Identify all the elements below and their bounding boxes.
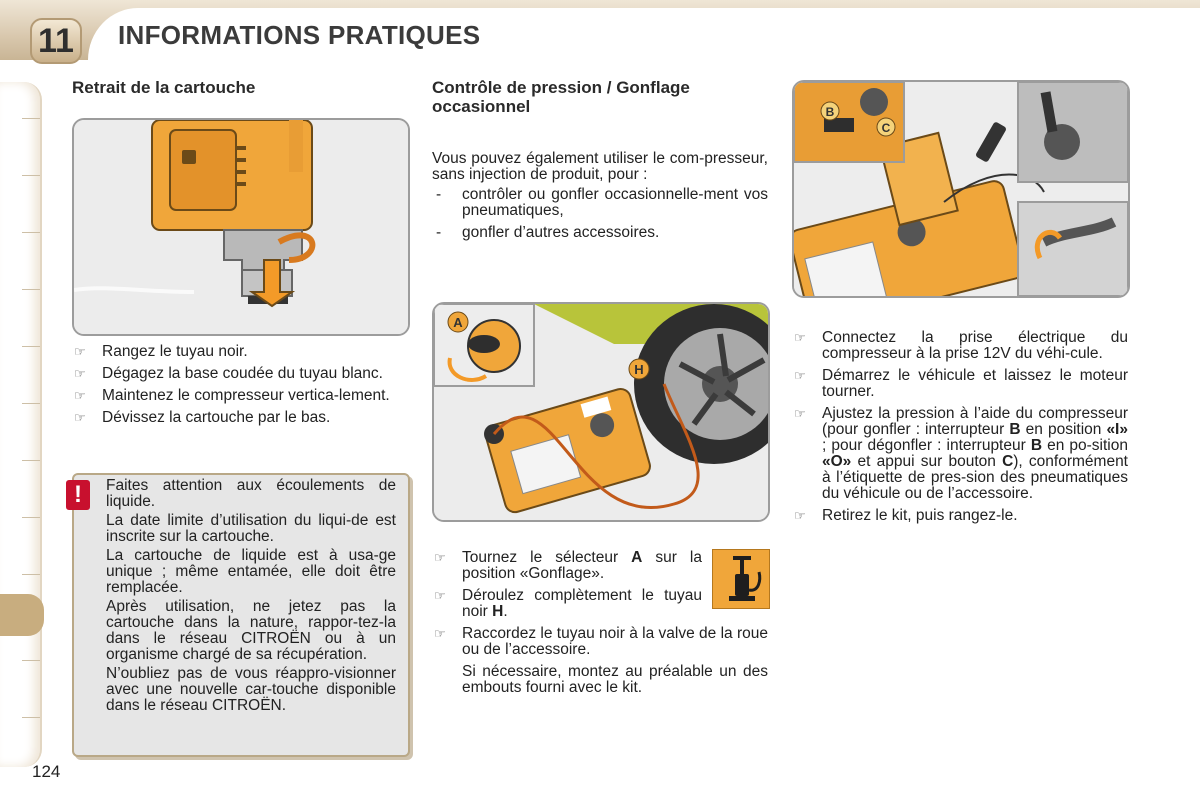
list-item [72,388,408,404]
chapter-number: 11 [38,22,74,60]
list-item [72,344,408,360]
step-bold-ref: «O» [822,453,852,470]
tab-divider [22,660,40,661]
inflation-setup-illustration [432,302,770,522]
cartridge-steps-list [72,344,408,432]
list-item-text: Dévissez la cartouche par le bas. [102,409,331,426]
tab-divider [22,118,40,119]
chapter-tab-active[interactable] [0,594,44,636]
step-text: en po-sition [1042,437,1128,454]
dash-list-item [432,225,768,241]
pointing-hand-icon: ☞ [434,550,446,565]
list-item [72,410,408,426]
pointing-hand-icon: ☞ [74,410,86,425]
dash-item-text: contrôler ou gonfler occasionnelle-ment vos pneumatiques, [462,186,768,219]
step-text: Raccordez le tuyau noir à la valve de la roue ou de l’accessoire. [462,625,768,658]
intro-text: Vous pouvez également utiliser le com-presseur, sans injection de produit, pour : [432,150,768,183]
list-item-text: Dégagez la base coudée du tuyau blanc. [102,365,383,382]
step-text: Déroulez complètement le tuyau noir [462,587,702,620]
pointing-hand-icon: ☞ [794,508,806,523]
cartridge-removal-illustration [72,118,410,336]
step-bold-ref: H [492,603,504,620]
list-item [792,508,1128,524]
chapter-tab-rail [0,82,42,767]
step-bold-ref: B [1030,437,1043,454]
dash-item-text: gonfler d’autres accessoires. [462,224,660,241]
tab-divider [22,232,40,233]
pointing-hand-icon: ☞ [74,388,86,403]
callout-label-h: H [634,362,644,377]
pump-pictogram [712,549,770,609]
list-item-text: Retirez le kit, puis rangez-le. [822,507,1018,524]
list-item [792,368,1128,400]
step-text: ; pour dégonfler : interrupteur [822,437,1031,454]
list-item-text: Rangez le tuyau noir. [102,343,248,360]
tab-divider [22,346,40,347]
callout-label-c: C [881,121,891,135]
dash-marker: - [436,224,442,241]
tab-divider [22,289,40,290]
list-item [432,550,702,582]
list-item [792,330,1128,362]
step-text: sur la position «Gonflage». [462,549,702,582]
list-item [792,406,1128,502]
dash-marker: - [436,186,442,203]
list-item-text: Démarrez le véhicule et laissez le moteur tourner. [822,367,1128,400]
tab-divider [22,460,40,461]
pointing-hand-icon: ☞ [74,366,86,381]
connection-illustration [792,80,1130,298]
pointing-hand-icon: ☞ [794,330,806,345]
step-text: Tournez le sélecteur [462,549,632,566]
step-text: ), conformément à l’étiquette de pres-sion des pneumatiques du véhicule ou de l’accessoire. [822,453,1128,502]
callout-label-a: A [453,315,463,330]
step-bold-ref: «I» [1106,421,1128,438]
warning-text [106,478,396,717]
tab-divider [22,717,40,718]
page-title: INFORMATIONS PRATIQUES [118,20,481,50]
section-heading-cartridge: Retrait de la cartouche [72,78,256,97]
list-item [432,626,768,658]
section-heading-pressure: Contrôle de pression / Gonflage occasionnel [432,78,690,116]
callout-label-b: B [825,105,835,119]
pump-icon [713,550,769,608]
pointing-hand-icon: ☞ [794,406,806,421]
pointing-hand-icon: ☞ [74,344,86,359]
step-text: Ajustez la pression à l’aide du compresseur (pour gonfler : interrupteur [822,405,1128,438]
warning-icon: ! [66,480,90,510]
connection-steps-list [792,330,1128,530]
warning-paragraph: Faites attention aux écoulements de liquide. [106,477,396,510]
tab-divider [22,517,40,518]
inflation-illustration-svg [434,304,768,520]
dash-list-item [432,187,768,219]
list-item-text: Connectez la prise électrique du compresseur à la prise 12V du véhi-cule. [822,329,1128,362]
pointing-hand-icon: ☞ [794,368,806,383]
step-text: . [503,603,508,620]
list-item [72,366,408,382]
connection-illustration-svg [794,82,1128,296]
pointing-hand-icon: ☞ [434,588,446,603]
step-bold-ref: A [631,549,643,566]
cartridge-illustration-svg [74,120,408,334]
note-text: Si nécessaire, montez au préalable un des embouts fourni avec le kit. [462,663,768,696]
tab-divider [22,175,40,176]
list-item [432,588,702,620]
warning-paragraph: La cartouche de liquide est à usa-ge unique ; même entamée, elle doit être remplacée. [106,547,396,596]
warning-paragraph: Après utilisation, ne jetez pas la cartouche dans la nature, rappor-tez-la dans le réseau CITROËN ou à un organisme chargé de sa récupération. [106,598,396,663]
page-number: 124 [32,762,61,781]
step-bold-ref: C [1002,453,1014,470]
list-item-text: Maintenez le compresseur vertica-lement. [102,387,390,404]
pointing-hand-icon: ☞ [434,626,446,641]
tab-divider [22,403,40,404]
tab-divider [22,574,40,575]
warning-paragraph: N’oubliez pas de vous réappro-visionner avec une nouvelle car-touche disponible dans le réseau CITROËN. [106,665,396,714]
pressure-intro-block [432,151,768,241]
warning-paragraph: La date limite d’utilisation du liqui-de est inscrite sur la cartouche. [106,512,396,545]
step-text: en position [1020,421,1107,438]
step-text: et appui sur bouton [851,453,1003,470]
step-bold-ref: B [1009,421,1021,438]
